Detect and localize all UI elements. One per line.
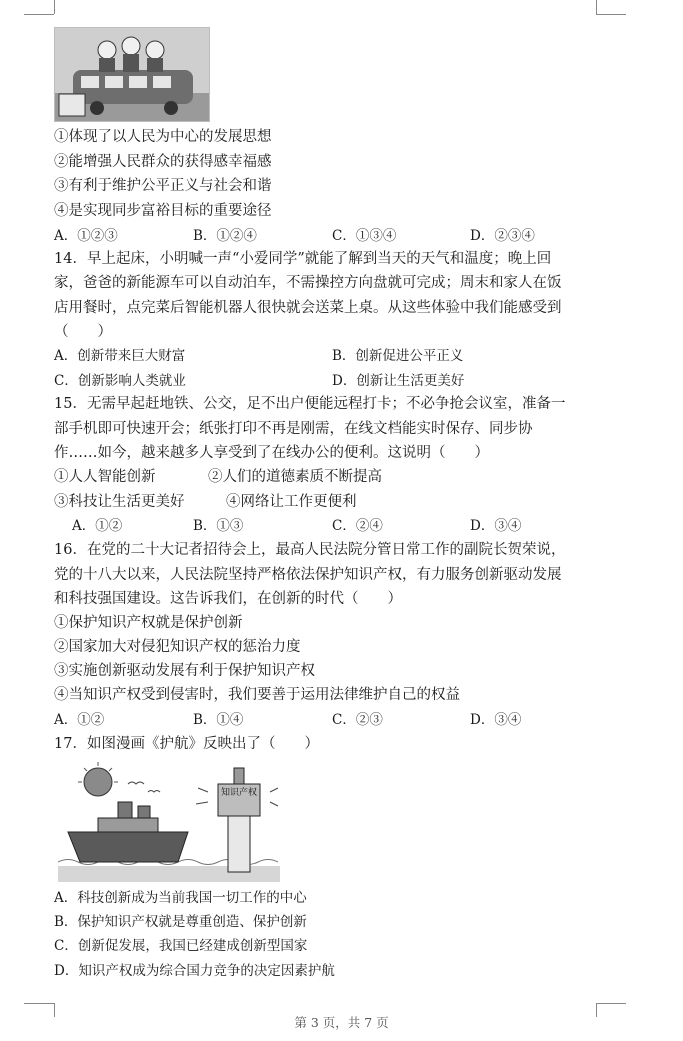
page-footer: 第 3 页，共 7 页 [294, 1015, 389, 1030]
crop-mark-top-left-h [24, 14, 54, 15]
q13-option-d: D．②③④ [470, 228, 535, 244]
q16-stem-line-2: 党的十八大以来，人民法院坚持严格依法保护知识产权，有力服务创新驱动发展 [54, 567, 562, 583]
q15-stem-line-3: 作……如今，越来越多人享受到了在线办公的便利。这说明（ ） [54, 445, 489, 461]
q16-stem-line-3: 和科技强国建设。这告诉我们，在创新的时代（ ） [54, 591, 402, 607]
q16-statement-1: ①保护知识产权就是保护创新 [54, 615, 243, 631]
q15-statement-4: ④网络让工作更便利 [226, 494, 357, 510]
q15-option-c: C．②④ [332, 518, 383, 534]
q15-option-a: A．①② [72, 518, 123, 534]
q13-option-c: C．①③④ [332, 228, 397, 244]
q13-option-b: B．①②④ [193, 228, 257, 244]
q13-statement-2: ②能增强人民群众的获得感幸福感 [54, 154, 272, 170]
crop-mark-top-right [596, 0, 597, 14]
q16-option-d: D．③④ [470, 712, 522, 728]
q13-option-a: A．①②③ [54, 228, 118, 244]
q16-statement-2: ②国家加大对侵犯知识产权的惩治力度 [54, 639, 301, 655]
q16-option-a: A．①② [54, 712, 105, 728]
q14-stem-line-2: 家，爸爸的新能源车可以自动泊车，不需操控方向盘就可完成；周末和家人在饭 [54, 275, 562, 291]
q15-option-b: B．①③ [193, 518, 244, 534]
q15-stem-line-1: 15．无需早起赶地铁、公交，足不出户便能远程打卡；不必争抢会议室，准备一 [54, 396, 566, 412]
q16-statement-4: ④当知识产权受到侵害时，我们要善于运用法律维护自己的权益 [54, 687, 460, 703]
q15-option-d: D．③④ [470, 518, 522, 534]
q17-option-d: D．知识产权成为综合国力竞争的决定因素护航 [54, 963, 335, 979]
q17-stem: 17．如图漫画《护航》反映出了（ ） [54, 736, 319, 752]
q14-stem-line-4: （ ） [54, 324, 112, 340]
illustration-bus-people [54, 27, 210, 122]
q17-option-a: A．科技创新成为当前我国一切工作的中心 [54, 890, 307, 906]
q14-stem-line-1: 14．早上起床，小明喊一声“小爱同学”就能了解到当天的天气和温度；晚上回 [54, 251, 552, 267]
q16-statement-3: ③实施创新驱动发展有利于保护知识产权 [54, 663, 315, 679]
q16-option-b: B．①④ [193, 712, 244, 728]
q13-statement-1: ①体现了以人民为中心的发展思想 [54, 129, 272, 145]
q15-statement-1: ①人人智能创新 [54, 469, 156, 485]
q13-statement-3: ③有利于维护公平正义与社会和谐 [54, 178, 272, 194]
q16-stem-line-1: 16．在党的二十大记者招待会上，最高人民法院分管日常工作的副院长贺荣说， [54, 542, 566, 558]
q13-statement-4: ④是实现同步富裕目标的重要途径 [54, 203, 272, 219]
crop-mark-top-left [54, 0, 55, 14]
q16-option-c: C．②③ [332, 712, 383, 728]
q14-option-a: A．创新带来巨大财富 [54, 348, 186, 364]
q15-stem-line-2: 部手机即可快速开会；纸张打印不再是刚需，在线文档能实时保存、同步协 [54, 421, 533, 437]
q14-option-c: C．创新影响人类就业 [54, 373, 186, 389]
q17-option-c: C．创新促发展，我国已经建成创新型国家 [54, 938, 308, 954]
q14-option-d: D．创新让生活更美好 [332, 373, 465, 389]
crop-mark-bottom-right-h [596, 1003, 626, 1004]
q17-option-b: B．保护知识产权就是尊重创造、保护创新 [54, 914, 307, 930]
q15-statement-2: ②人们的道德素质不断提高 [208, 469, 382, 485]
crop-mark-bottom-left-h [24, 1003, 54, 1004]
q15-statement-3: ③科技让生活更美好 [54, 494, 185, 510]
cartoon-escort-ship [58, 762, 280, 882]
q14-option-b: B．创新促进公平正义 [332, 348, 464, 364]
q14-stem-line-3: 店用餐时，点完菜后智能机器人很快就会送菜上桌。从这些体验中我们能感受到 [54, 300, 562, 316]
crop-mark-top-right-h [596, 14, 626, 15]
cartoon-sign-text: 知识产权 [221, 788, 258, 798]
